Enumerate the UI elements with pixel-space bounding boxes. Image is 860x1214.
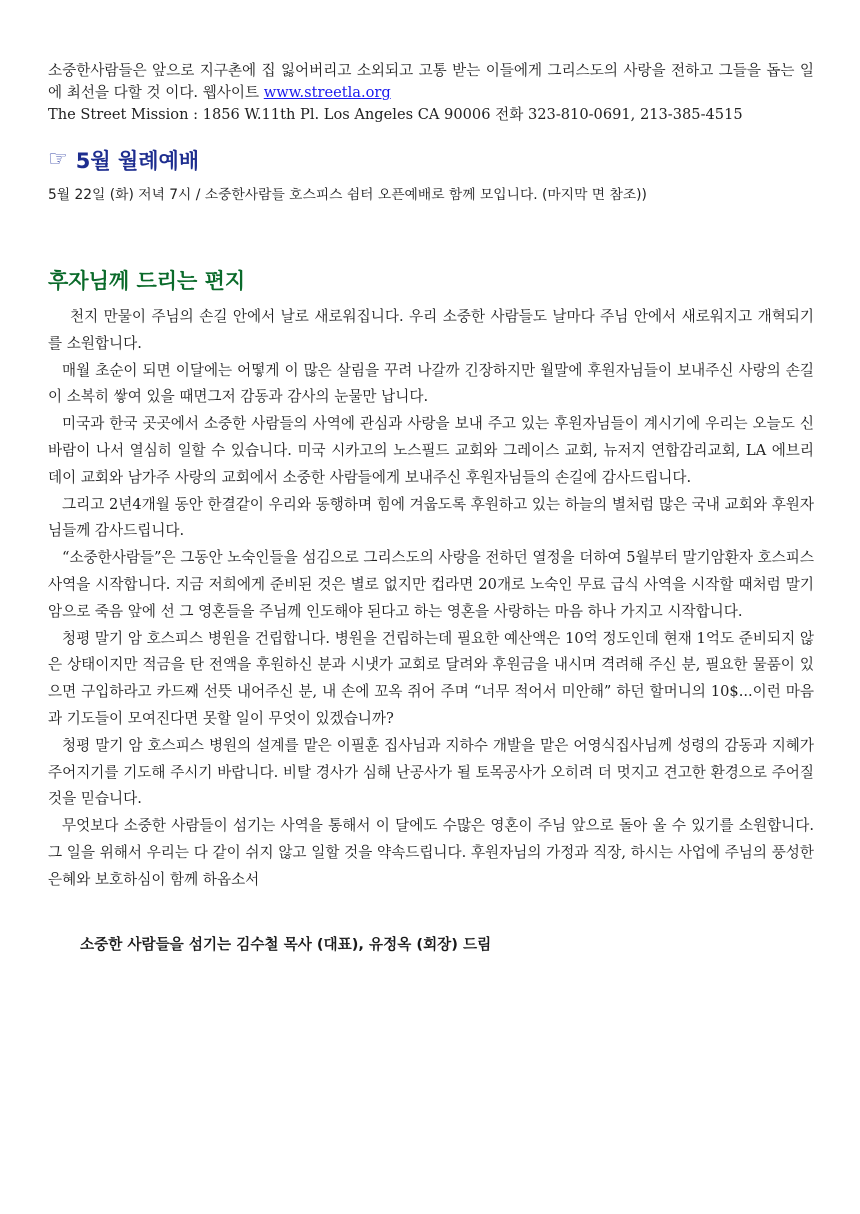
worship-title: 5월 월례예배 [75, 149, 200, 173]
letter-paragraph: 천지 만물이 주님의 손길 안에서 날로 새로워집니다. 우리 소중한 사람들도 날마다 주님 안에서 새로워지고 개혁되기를 소원합니다. [48, 308, 814, 352]
intro-text: 소중한사람들은 앞으로 지구촌에 집 잃어버리고 소외되고 고통 받는 이들에게 그리스도의 사랑을 전하고 그들을 돕는 일에 최선을 다할 것 이다. 웹사이트 [48, 62, 814, 101]
letter-paragraph: 그리고 2년4개월 동안 한결같이 우리와 동행하며 힘에 겨웁도록 후원하고 있는 하늘의 별처럼 많은 국내 교회와 후원자님들께 감사드립니다. [48, 495, 814, 540]
website-link[interactable]: www.streetla.org [263, 84, 391, 101]
intro-paragraph [48, 60, 814, 104]
letter-signature: 소중한 사람들을 섬기는 김수철 목사 (대표), 유정옥 (회장) 드림 [80, 935, 492, 953]
pointing-hand-icon: ☞ [48, 147, 68, 172]
newsletter-page [48, 60, 814, 956]
letter-paragraph: 청평 말기 암 호스피스 병원의 설계를 맡은 이필훈 집사님과 지하수 개발을 맡은 어영식집사님께 성령의 감동과 지혜가 주어지기를 기도해 주시기 바랍니다. 비탈 경사가 심해 난공사가 될 토목공사가 오히려 더 멋지고 견고한 환경으로 주어질 것을 믿습니다. [48, 736, 814, 808]
letter-paragraph: 무엇보다 소중한 사람들이 섬기는 사역을 통해서 이 달에도 수많은 영혼이 주님 앞으로 돌아 올 수 있기를 소원합니다. 그 일을 위해서 우리는 다 같이 쉬지 않고 일할 것을 약속드립니다. 후원자님의 가정과 직장, 하시는 사업에 주님의 풍성한 은혜와 보호하심이 함께 하옵소서 [48, 817, 814, 888]
worship-section-title [48, 142, 814, 178]
letter-paragraph: 청평 말기 암 호스피스 병원을 건립합니다. 병원을 건립하는데 필요한 예산액은 10억 정도인데 현재 1억도 준비되지 않은 상태이지만 적금을 탄 전액을 후원하신 분과 시냇가 교회로 달려와 후원금을 내시며 격려해 주신 분, 필요한 물품이 있으면 구입하라고 카드째 선뜻 내어주신 분, 내 손에 꼬옥 쥐어 주며 “너무 적어서 미안해” 하던 할머니의 10$...이런 마음과 기도들이 모여진다면 못할 일이 무엇이 있겠습니까? [48, 629, 814, 727]
letter-paragraph: “소중한사람들”은 그동안 노숙인들을 섬김으로 그리스도의 사랑을 전하던 열정을 더하여 5월부터 말기암환자 호스피스 사역을 시작합니다. 지금 저희에게 준비된 것은 별로 없지만 컵라면 20개로 노숙인 무료 급식 사역을 시작할 때처럼 말기 암으로 죽음 앞에 선 그 영혼들을 주님께 인도해야 된다고 하는 영혼을 사랑하는 마음 하나 가지고 시작합니다. [48, 549, 814, 620]
worship-details: 5월 22일 (화) 저녁 7시 / 소중한사람들 호스피스 쉼터 오픈예배로 함께 모입니다. (마지막 면 참조)) [48, 187, 647, 203]
letter-paragraph: 미국과 한국 곳곳에서 소중한 사람들의 사역에 관심과 사랑을 보내 주고 있는 후원자님들이 계시기에 우리는 오늘도 신바람이 나서 열심히 일할 수 있습니다. 미국 시카고의 노스필드 교회와 그레이스 교회, 뉴저지 연합감리교회, LA 에브리데이 교회와 남가주 사랑의 교회에서 소중한 사람들에게 보내주신 후원자님들의 손길에 감사드립니다. [48, 415, 814, 486]
letter-body [48, 304, 814, 894]
mission-address: The Street Mission : 1856 W.11th Pl. Los Angeles CA 90006 전화 323-810-0691, 213-385-4515 [48, 106, 743, 123]
letter-title: 후자님께 드리는 편지 [48, 269, 246, 293]
letter-paragraph: 매월 초순이 되면 이달에는 어떻게 이 많은 살림을 꾸려 나갈까 긴장하지만 월말에 후원자님들이 보내주신 사랑의 손길이 소복히 쌓여 있을 때면그저 감동과 감사의 눈물만 납니다. [48, 361, 814, 406]
